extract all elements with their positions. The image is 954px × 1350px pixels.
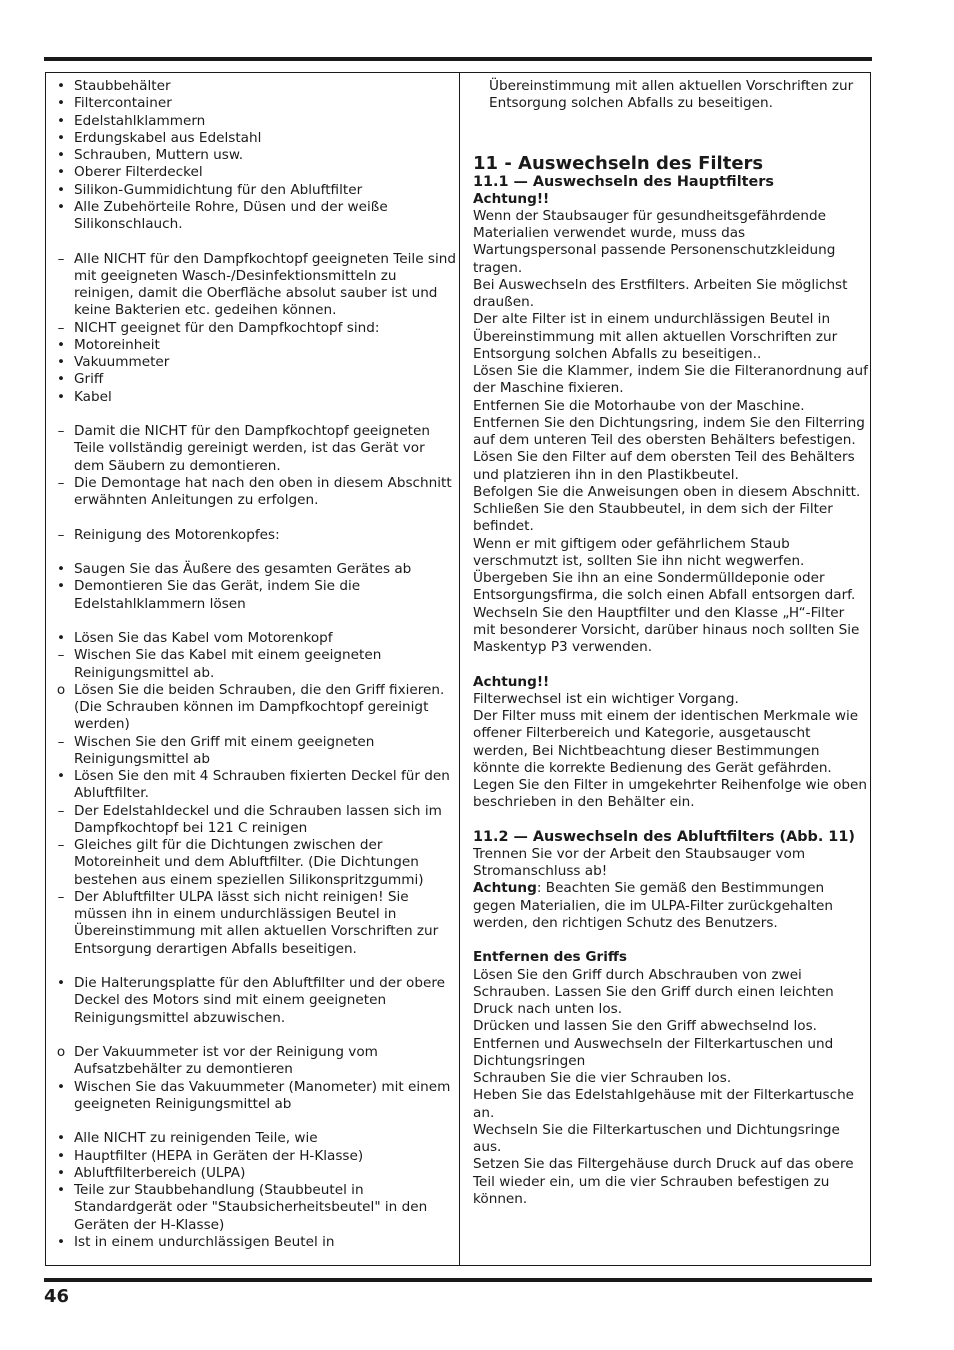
list-item-text: Wischen Sie den Griff mit einem geeigneten Reinigungsmittel ab [74, 733, 375, 767]
list-item [52, 475, 456, 510]
list-item [52, 182, 456, 199]
list-marker: – [57, 474, 65, 491]
list-item-text: Hauptfilter (HEPA in Geräten der H-Klasse) [74, 1147, 364, 1164]
paragraph: Lösen Sie die Klammer, indem Sie die Filteranordnung auf der Maschine fixieren. [473, 363, 868, 397]
list-marker: • [56, 112, 66, 129]
list-item [52, 147, 456, 164]
list-marker: • [56, 1164, 66, 1181]
list-marker: • [56, 1078, 66, 1095]
list-item [52, 423, 456, 475]
list-marker: • [56, 354, 66, 370]
list-marker: o [56, 1044, 66, 1060]
paragraph: Schließen Sie den Staubbeutel, in dem sich der Filter befindet. [473, 501, 833, 535]
section-heading-11-1: 11.1 — Auswechseln des Hauptfilters [473, 173, 774, 190]
list-marker: • [56, 1182, 66, 1198]
list-item-text: Gleiches gilt für die Dichtungen zwischen der Motoreinheit und dem Abluftfilter. (Die Dichtungen bestehen aus einem speziellen Silikonspritzgummi) [74, 837, 424, 888]
list-item-text: Der Edelstahldeckel und die Schrauben lassen sich im Dampfkochtopf bei 121 C reinigen [74, 802, 442, 836]
continuation-text: Übereinstimmung mit allen aktuellen Vorschriften zur Entsorgung solchen Abfalls zu beseitigen. [489, 78, 854, 112]
list-item [52, 1182, 456, 1234]
list-marker: • [56, 768, 66, 784]
list-item [52, 1079, 456, 1114]
list-marker: • [56, 371, 66, 388]
list-item-text: Teile zur Staubbehandlung (Staubbeutel in Standardgerät oder "Staubsicherheitsbeutel" in den Geräten der H-Klasse) [74, 1182, 428, 1233]
list-item-text: Alle NICHT zu reinigenden Teile, wie [74, 1130, 318, 1147]
list-item-text: Motoreinheit [74, 336, 160, 353]
paragraph: Wenn er mit giftigem oder gefährlichem Staub verschmutzt ist, sollten Sie ihn nicht wegwerfen. Übergeben Sie ihn an eine Sondermülldeponie oder Entsorgungsfirma, die solch einen Abfall entsorgen darf. [473, 535, 856, 604]
list-item-text: Die Demontage hat nach den oben in diesem Abschnitt erwähnten Anleitungen zu erfolgen. [74, 474, 452, 508]
list-marker: – [57, 802, 65, 819]
list-item [52, 734, 456, 769]
paragraph: Lösen Sie den Griff durch Abschrauben von zwei Schrauben. Lassen Sie den Griff durch einen leichten Druck nach unten los. [473, 966, 834, 1017]
list-marker: • [56, 630, 66, 646]
list-item-text: Lösen Sie das Kabel vom Motorenkopf [74, 630, 333, 646]
list-item-text: Silikon-Gummidichtung für den Abluftfilter [74, 181, 363, 198]
paragraph: Befolgen Sie die Anweisungen oben in diesem Abschnitt. [473, 483, 861, 500]
list-item-text: Demontieren Sie das Gerät, indem Sie die Edelstahlklammern lösen [74, 578, 361, 612]
list-marker: • [56, 181, 66, 198]
list-item-text: Wischen Sie das Vakuummeter (Manometer) mit einem geeigneten Reinigungsmittel ab [74, 1078, 451, 1112]
blank-line [52, 1027, 456, 1044]
list-item [52, 337, 456, 354]
list-item [52, 371, 456, 388]
list-item-text: Alle Zubehörteile Rohre, Düsen und der weiße Silikonschlauch. [74, 198, 388, 232]
list-item-text: Lösen Sie den mit 4 Schrauben fixierten Deckel für den Abluftfilter. [74, 768, 450, 802]
list-marker: • [56, 561, 66, 577]
list-marker: • [56, 1130, 66, 1147]
paragraph: Schrauben Sie die vier Schrauben los. [473, 1070, 732, 1086]
attention-label: Achtung!! [473, 673, 550, 690]
list-marker: • [56, 129, 66, 146]
paragraph: Heben Sie das Edelstahlgehäuse mit der Filterkartusche an. [473, 1087, 855, 1121]
blank-line [52, 406, 456, 423]
list-item [52, 630, 456, 647]
paragraph: Drücken und lassen Sie den Griff abwechselnd los. [473, 1018, 818, 1035]
list-item [52, 164, 456, 181]
paragraph: Entfernen und Auswechseln der Filterkartuschen und Dichtungsringen [473, 1035, 834, 1069]
list-marker: • [56, 336, 66, 353]
list-item-text: Erdungskabel aus Edelstahl [74, 129, 262, 146]
list-item [52, 837, 456, 889]
list-item-text: Vakuummeter [74, 354, 170, 370]
section-heading-11: 11 - Auswechseln des Filters [473, 152, 764, 174]
list-item-text: Griff [74, 371, 104, 388]
list-item-text: Ist in einem undurchlässigen Beutel in [74, 1233, 335, 1250]
paragraph: Trennen Sie vor der Arbeit den Staubsauger vom Stromanschluss ab! [473, 845, 806, 879]
list-item [52, 768, 456, 803]
list-item [52, 251, 456, 320]
paragraph: Entfernen Sie die Motorhaube von der Maschine. [473, 397, 805, 414]
right-column [473, 78, 869, 1208]
list-item-text: Damit die NICHT für den Dampfkochtopf geeigneten Teile vollständig gereinigt werden, ist das Gerät vor dem Säubern zu demontieren. [74, 423, 430, 474]
list-item [52, 578, 456, 613]
list-item-text: Alle NICHT für den Dampfkochtopf geeigneten Teile sind mit geeigneten Wasch-/Desinfektionsmitteln zu reinigen, damit die Oberfläche absolut sauber ist und keine Bakterien etc. gedeihen können. [74, 250, 456, 319]
list-item [52, 1165, 456, 1182]
paragraph: Wechseln Sie den Hauptfilter und den Klasse „H“-Filter mit besonderer Vorsicht, darüber hinaus noch sollten Sie Maskentyp P3 verwenden. [473, 604, 860, 655]
list-item [52, 561, 456, 578]
list-item-text: Kabel [74, 388, 112, 405]
blank-line [52, 544, 456, 561]
list-marker: – [57, 250, 65, 267]
list-item-text: Schrauben, Muttern usw. [74, 147, 244, 163]
blank-line [52, 509, 456, 526]
paragraph: Der alte Filter ist in einem undurchlässigen Beutel in Übereinstimmung mit allen aktuellen Vorschriften zur Entsorgung solchen Abfalls zu beseitigen.. [473, 311, 838, 362]
list-item [52, 130, 456, 147]
paragraph: Der Filter muss mit einem der identischen Merkmale wie offener Filterbereich und Kategorie, ausgetauscht werden, Bei Nichtbeachtung dieser Bestimmungen könnte die korrekte Bedienung des Gerät gefährden. Legen Sie den Filter in umgekehrter Reihenfolge wie oben beschrieben in den Behälter ein. [473, 708, 868, 811]
paragraph: Filterwechsel ist ein wichtiger Vorgang. [473, 690, 739, 707]
list-item-text: Abluftfilterbereich (ULPA) [74, 1164, 246, 1181]
list-item [52, 1148, 456, 1165]
list-item [52, 975, 456, 1027]
list-marker: • [56, 164, 66, 181]
bottom-rule [44, 1278, 872, 1282]
list-item [52, 320, 456, 337]
list-marker: • [56, 95, 66, 112]
column-divider [459, 72, 460, 1266]
list-marker: • [56, 388, 66, 405]
page-number: 46 [44, 1286, 70, 1307]
list-item-text: Der Abluftfilter ULPA lässt sich nicht reinigen! Sie müssen ihn in einem undurchlässigen Beutel in Übereinstimmung mit allen aktuellen Vorschriften zur Entsorgung derartigen Abfalls beseitigen. [74, 888, 439, 957]
list-marker: o [56, 681, 66, 698]
left-column [52, 78, 456, 1251]
attention-label: Achtung!! [473, 190, 550, 207]
list-item-text: Filtercontainer [74, 95, 172, 112]
list-item-text: Edelstahlklammern [74, 112, 206, 129]
list-item [52, 889, 456, 958]
section-heading-11-2: 11.2 — Auswechseln des Abluftfilters (Abb. 11) [473, 828, 855, 845]
list-item-text: Wischen Sie das Kabel mit einem geeigneten Reinigungsmittel ab. [74, 647, 382, 681]
list-item-text: Staubbehälter [74, 78, 171, 94]
paragraph: Lösen Sie den Filter auf dem obersten Teil des Behälters und platzieren ihn in den Plastikbeutel. [473, 449, 855, 483]
list-marker: – [57, 319, 65, 336]
list-item-text: Lösen Sie die beiden Schrauben, die den Griff fixieren. (Die Schrauben können im Dampfkochtopf gereinigt werden) [74, 681, 445, 733]
attention-label: Achtung [473, 880, 537, 897]
list-item [52, 1130, 456, 1147]
list-item-text: Reinigung des Motorenkopfes: [74, 526, 280, 543]
list-marker: – [57, 733, 65, 750]
list-item-text: NICHT geeignet für den Dampfkochtopf sind: [74, 319, 380, 336]
top-rule [44, 57, 872, 61]
list-marker: • [56, 147, 66, 163]
list-item [52, 95, 456, 112]
list-item [52, 803, 456, 838]
paragraph: Setzen Sie das Filtergehäuse durch Druck auf das obere Teil wieder ein, um die vier Schrauben befestigen zu können. [473, 1156, 854, 1207]
list-marker: • [56, 1147, 66, 1164]
list-item [52, 113, 456, 130]
list-item [52, 527, 456, 544]
list-marker: • [56, 975, 66, 991]
list-marker: • [56, 78, 66, 94]
list-marker: – [57, 837, 65, 853]
paragraph: Wenn der Staubsauger für gesundheitsgefährdende Materialien verwendet wurde, muss das Wartungspersonal passende Personenschutzkleidung tragen. [473, 207, 836, 276]
blank-line [52, 1113, 456, 1130]
blank-line [52, 613, 456, 630]
list-item-text: Der Vakuummeter ist vor der Reinigung vom Aufsatzbehälter zu demontieren [74, 1044, 378, 1078]
list-item [52, 647, 456, 682]
blank-line [52, 958, 456, 975]
paragraph: Bei Auswechseln des Erstfilters. Arbeiten Sie möglichst draußen. [473, 276, 848, 310]
list-marker: – [57, 423, 65, 439]
attention-text: : Beachten Sie gemäß den Bestimmungen gegen Materialien, die im ULPA-Filter zurückgehalten werden, den richtigen Schutz des Benutzers. [473, 880, 834, 931]
subheading-remove-handle: Entfernen des Griffs [473, 949, 628, 966]
list-item [52, 199, 456, 234]
list-marker: – [57, 526, 65, 543]
paragraph: Wechseln Sie die Filterkartuschen und Dichtungsringe aus. [473, 1121, 840, 1155]
list-item-text: Die Halterungsplatte für den Abluftfilter und der obere Deckel des Motors sind mit einem geeigneten Reinigungsmittel abzuwischen. [74, 975, 445, 1026]
list-item [52, 682, 456, 734]
list-item [52, 1044, 456, 1079]
list-item [52, 1234, 456, 1251]
list-item-text: Oberer Filterdeckel [74, 164, 203, 181]
list-item-text: Saugen Sie das Äußere des gesamten Gerätes ab [74, 561, 412, 577]
list-marker: – [57, 647, 65, 664]
list-item [52, 389, 456, 406]
list-item [52, 354, 456, 371]
list-marker: • [56, 1233, 66, 1250]
list-marker: • [56, 198, 66, 215]
paragraph: Entfernen Sie den Dichtungsring, indem Sie den Filterring auf dem unteren Teil des obersten Behälters befestigen. [473, 414, 865, 448]
attention-paragraph [473, 880, 869, 932]
list-item [52, 78, 456, 95]
list-marker: • [56, 578, 66, 595]
blank-line [52, 233, 456, 250]
list-marker: – [57, 888, 65, 905]
